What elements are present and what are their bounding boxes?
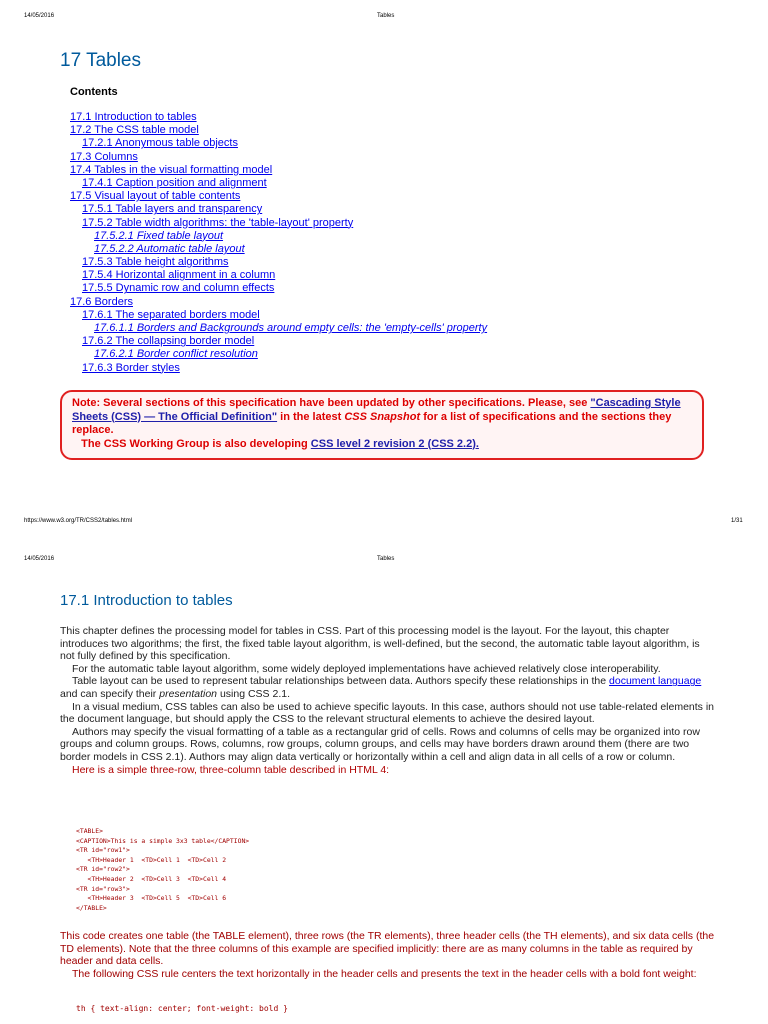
note-box [60, 390, 704, 460]
paragraph-1: This chapter defines the processing model for tables in CSS. Part of this processing model is the layout. For the layout, this chapter introduces two algorithms; the first, the fixed table layout algorithm, is well-defined, but the second, the automatic table layout algorithm, is not fully defined by this specification. [60, 625, 700, 663]
page2-header-title: Tables [377, 556, 395, 562]
footer-page-number: 1/31 [731, 518, 743, 524]
toc-link[interactable]: 17.5.3 Table height algorithms [82, 256, 229, 269]
toc-link[interactable]: 17.6.1 The separated borders model [82, 308, 260, 321]
presentation-emphasis: presentation [159, 687, 218, 700]
toc-link[interactable]: 17.5.1 Table layers and transparency [82, 203, 263, 216]
table-of-contents [70, 111, 487, 375]
contents-heading: Contents [70, 86, 118, 98]
section-title: 17.1 Introduction to tables [60, 592, 233, 609]
toc-link[interactable]: 17.6 Borders [70, 295, 133, 308]
footer-url: https://www.w3.org/TR/CSS2/tables.html [24, 518, 133, 524]
paragraph-3-mid: and can specify their [60, 687, 157, 700]
note-mid: in the latest [280, 410, 342, 423]
page-title: 17 Tables [60, 50, 141, 71]
toc-link[interactable]: 17.4.1 Caption position and alignment [82, 176, 267, 189]
css22-link[interactable]: CSS level 2 revision 2 (CSS 2.2). [310, 437, 479, 450]
page-header-title: Tables [377, 13, 395, 19]
toc-link[interactable]: 17.6.3 Border styles [82, 361, 180, 374]
toc-link[interactable]: 17.5 Visual layout of table contents [70, 190, 241, 203]
css-code-example: th { text-align: center; font-weight: bold } [76, 1004, 288, 1013]
css-snapshot-text: CSS Snapshot [344, 410, 421, 423]
toc-link[interactable]: 17.5.2.1 Fixed table layout [94, 229, 224, 242]
paragraph-3 [60, 675, 715, 700]
html-code-example: <TABLE> <CAPTION>This is a simple 3x3 table</CAPTION> <TR id="row1"> <TH>Header 1 <TD>Cell 1 <TD>Cell 2 <TR id="row2"> <TH>Header 2 <TD>Cell 3 <TD>Cell 4 <TR id="row3"> <TH>Header 3 <TD>Cell 5 <TD>Cell 6 </TABLE> [76, 827, 250, 912]
toc-link[interactable]: 17.5.5 Dynamic row and column effects [82, 282, 275, 295]
section-body [60, 625, 715, 776]
paragraph-8: The following CSS rule centers the text horizontally in the header cells and presents the text in the header cells with a bold font weight: [72, 967, 697, 980]
toc-link[interactable]: 17.5.2 Table width algorithms: the 'table-layout' property [82, 216, 354, 229]
note-prefix: Note: Several sections of this specification have been updated by other specifications. Please, see [72, 397, 588, 409]
toc-link[interactable]: 17.5.4 Horizontal alignment in a column [82, 269, 276, 282]
toc-link[interactable]: 17.4 Tables in the visual formatting model [70, 163, 273, 176]
paragraph-7: This code creates one table (the TABLE element), three rows (the TR elements), three header cells (the TH elements), and six data cells (the TD elements). Note that the three columns of this example are specified implicitly: there are as many columns in the table as required by header and data cells. [60, 930, 715, 968]
toc-link[interactable]: 17.6.2.1 Border conflict resolution [94, 348, 258, 361]
paragraph-5: Authors may specify the visual formatting of a table as a rectangular grid of cells. Rows and columns of cells may be organized into row groups and column groups. Rows, columns, row groups, column groups, and cells may have borders drawn around them (there are two border models in CSS 2.1). Authors may align data vertically or horizontally within a cell and align data in all cells of a row or column. [60, 725, 700, 763]
paragraph-2: For the automatic table layout algorithm, some widely deployed implementations have achieved relatively close interoperability. [72, 662, 661, 675]
paragraph-3-end: using CSS 2.1. [219, 687, 290, 700]
section-body-continued [60, 930, 715, 980]
paragraph-4: In a visual medium, CSS tables can also be used to achieve specific layouts. In this case, authors should not use table-related elements in the document language, but should apply the CSS to the relevant structural elements to achieve the desired layout. [60, 700, 715, 726]
toc-link[interactable]: 17.2.1 Anonymous table objects [82, 137, 238, 150]
page2-date: 14/05/2016 [24, 556, 55, 562]
toc-link[interactable]: 17.3 Columns [70, 150, 138, 163]
paragraph-6: Here is a simple three-row, three-column table described in HTML 4: [72, 763, 390, 776]
toc-link[interactable]: 17.5.2.2 Automatic table layout [94, 242, 245, 255]
toc-link[interactable]: 17.1 Introduction to tables [70, 111, 197, 123]
paragraph-3-start: Table layout can be used to represent tabular relationships between data. Authors specify these relationships in the [72, 675, 607, 688]
note-mid2: for a list of specifications and the sections they replace. [72, 410, 672, 436]
note-line3: The CSS Working Group is also developing [81, 437, 308, 450]
toc-link[interactable]: 17.6.2 The collapsing border model [82, 335, 255, 348]
toc-link[interactable]: 17.2 The CSS table model [70, 124, 199, 137]
toc-link[interactable]: 17.6.1.1 Borders and Backgrounds around empty cells: the 'empty-cells' property [94, 322, 488, 334]
document-language-link[interactable]: document language [609, 675, 702, 688]
css-official-definition-link[interactable]: "Cascading Style Sheets (CSS) — The Official Definition" [72, 397, 681, 423]
page-date: 14/05/2016 [24, 13, 55, 19]
